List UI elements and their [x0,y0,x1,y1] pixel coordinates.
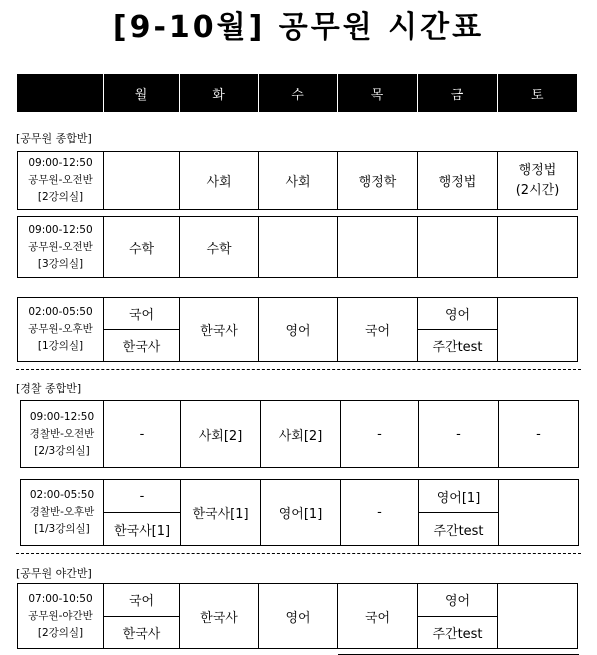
header-day-wed: 수 [258,74,337,112]
class-room: [3강의실] [37,257,84,270]
cell-thu: 국어 [338,298,418,362]
header-day-fri: 금 [417,74,497,112]
cell-tue: 한국사[1] [181,480,261,546]
schedule-block-evening [17,583,578,649]
schedule-block-police-am [20,400,579,468]
cell-mon-top: 국어 [104,584,180,617]
class-info-cell [21,401,104,468]
cell-mon-bottom: 한국사 [104,616,180,649]
class-name: 공무원-오후반 [28,323,93,335]
cell-fri: - [419,401,499,468]
cell-tue: 사회 [180,152,259,210]
class-room: [1강의실] [37,340,84,352]
cell-sat [499,480,579,546]
class-room: [2강의실] [37,626,84,639]
cell-fri-bottom: 주간test [419,513,499,546]
class-info-cell [18,298,104,362]
class-time: 09:00-12:50 [29,410,95,423]
cell-mon-top: - [104,480,181,513]
class-room: [2/3강의실] [34,444,90,457]
cell-wed: 사회 [259,152,338,210]
cell-sat: 행정법 (2시간) [498,152,578,210]
class-info-cell [18,152,104,210]
schedule-block-police-pm [20,479,579,546]
cell-fri-top: 영어 [418,584,498,617]
section-label-evening: [공무원 야간반] [16,567,92,580]
header-day-mon: 월 [103,74,179,112]
cell-sat [498,217,578,278]
cell-fri [418,217,498,278]
header-day-tue: 화 [179,74,258,112]
cell-tue: 한국사 [180,584,259,649]
cell-tue: 수학 [180,217,259,278]
cell-mon: - [104,401,181,468]
schedule-block-general-am-room2 [17,151,578,210]
header-day-thu: 목 [337,74,417,112]
class-time: 09:00-12:50 [28,157,93,169]
class-room: [1/3강의실] [34,523,90,535]
class-name: 경찰반-오후반 [29,506,95,518]
cell-mon-top: 국어 [104,298,180,330]
section-divider [16,553,581,554]
header-blank-cell [17,74,103,112]
cell-mon-bottom: 한국사[1] [104,513,181,546]
cell-mon [104,152,180,210]
cell-sat [498,584,578,649]
class-name: 공무원-오전반 [28,174,93,186]
cell-thu: 행정학 [338,152,418,210]
cell-wed [259,217,338,278]
page-title: [9-10월] 공무원 시간표 [112,10,485,45]
day-header-row [17,74,577,112]
cell-fri-top: 영어 [418,298,498,330]
section-divider [16,369,581,370]
cell-thu: - [341,480,419,546]
header-day-sat: 토 [497,74,577,112]
cell-thu [338,217,418,278]
class-room: [2강의실] [37,191,84,203]
cell-fri-bottom: 주간test [418,330,498,362]
class-info-cell [18,584,104,649]
class-name: 공무원-야간반 [28,609,93,622]
class-info-cell [21,480,104,546]
class-time: 07:00-10:50 [28,592,93,605]
cell-tue: 한국사 [180,298,259,362]
cell-fri-top: 영어[1] [419,480,499,513]
cell-mon-bottom: 한국사 [104,330,180,362]
class-name: 경찰반-오전반 [29,427,95,440]
cell-wed: 영어[1] [261,480,341,546]
schedule-block-general-am-room3 [17,216,578,278]
cell-mon: 수학 [104,217,180,278]
class-time: 02:00-05:50 [29,489,95,501]
class-time: 02:00-05:50 [28,306,93,318]
class-name: 공무원-오전반 [28,240,93,253]
cell-sat: - [499,401,579,468]
cell-wed: 영어 [259,584,338,649]
cell-wed: 영어 [259,298,338,362]
cell-fri-bottom: 주간test [418,616,498,649]
section-label-police: [경찰 종합반] [16,382,82,395]
cell-tue: 사회[2] [181,401,261,468]
class-info-cell [18,217,104,278]
cell-fri: 행정법 [418,152,498,210]
schedule-block-general-pm [17,297,578,362]
cell-thu: - [341,401,419,468]
cell-wed: 사회[2] [261,401,341,468]
class-time: 09:00-12:50 [28,223,93,236]
cell-thu: 국어 [338,584,418,649]
cell-sat [498,298,578,362]
section-label-general: [공무원 종합반] [16,132,92,145]
